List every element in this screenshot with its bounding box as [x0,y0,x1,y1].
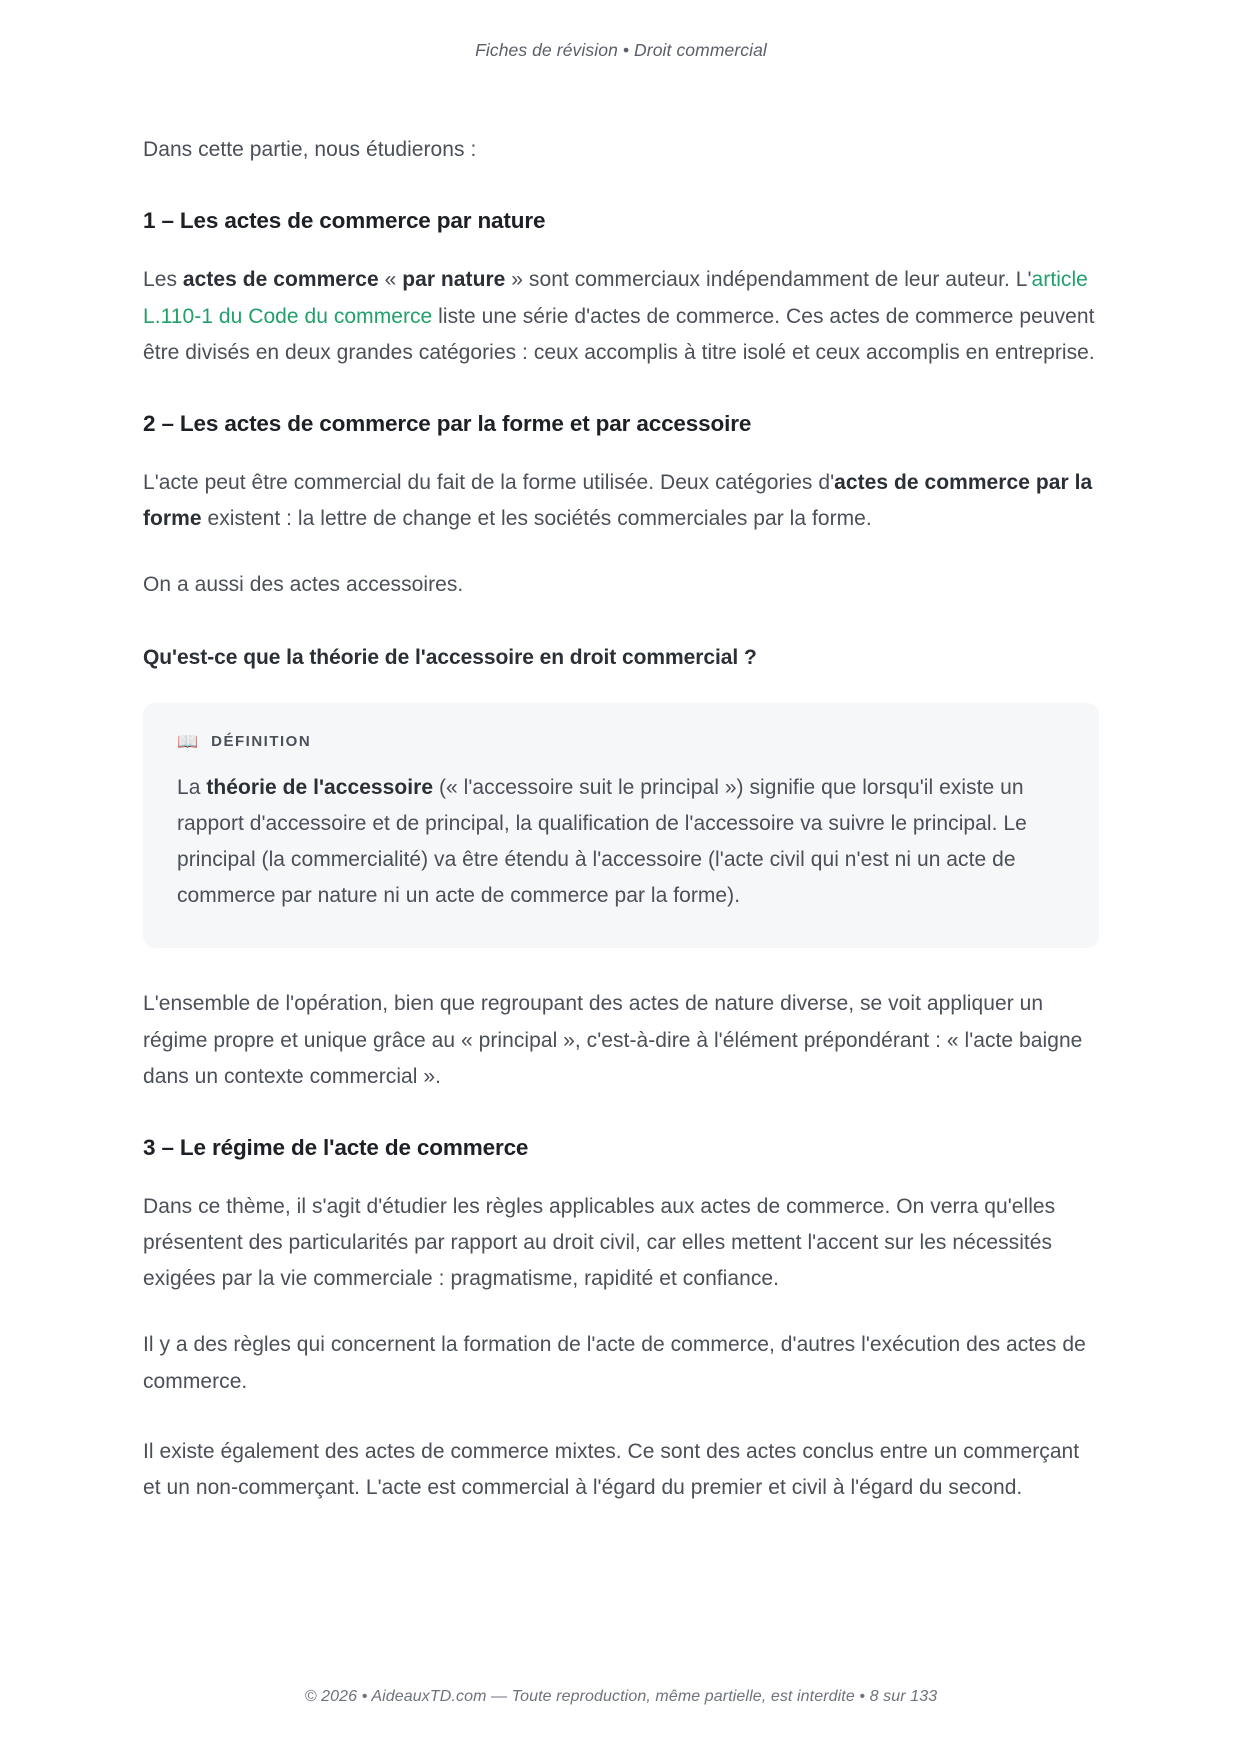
s1-bold-1: actes de commerce [182,268,379,292]
s1-text-1: Les [143,268,183,292]
page-footer: © 2026 • AideauxTD.com — Toute reproduction, même partielle, est interdite • 8 sur 133 [304,1688,938,1705]
callout-bold: théorie de l'accessoire [206,776,434,800]
intro-text: Dans cette partie, nous étudierons : [143,138,477,161]
section3-paragraph-1 [143,1189,1099,1297]
section-heading-1: 1 – Les actes de commerce par nature [143,208,546,234]
s1-text-3: » sont commerciaux indépendamment de leur auteur. L' [505,268,1032,292]
s2-text-2: existent : la lettre de change et les sociétés commerciales par la forme. [201,507,872,531]
callout-body [177,770,1065,914]
intro-paragraph [143,132,1099,168]
open-book-icon: 📖 [177,732,199,752]
s3-p3-text: Il existe également des actes de commerce mixtes. Ce sont des actes conclus entre un commerçant et un non-commerçant. L'acte est commercial à l'égard du premier et civil à l'égard du second. [143,1439,1080,1499]
after-callout-text: L'ensemble de l'opération, bien que regroupant des actes de nature diverse, se voit appliquer un régime propre et unique grâce au « principal », c'est-à-dire à l'élément prépondérant : « l'acte baigne dans un contexte commercial ». [143,992,1083,1088]
s1-text-2: « [378,268,403,292]
after-callout-paragraph [143,986,1099,1094]
callout-text-2: (« l'accessoire suit le principal ») signifie que lorsqu'il existe un rapport d'accessoire et de principal, la qualification de l'accessoire va suivre le principal. Le principal (la commercialité) va être étendu à l'accessoire (l'acte civil qui n'est ni un acte de commerce par nature ni un acte de commerce par la forme). [177,776,1027,908]
callout-label-row [177,733,1065,750]
s3-p2-text: Il y a des règles qui concernent la formation de l'acte de commerce, d'autres l'exécution des actes de commerce. [143,1333,1086,1393]
section1-paragraph [143,262,1099,370]
code-de-commerce-link[interactable]: article L.110-1 du Code du commerce [143,268,1088,328]
s3-p1-text: Dans ce thème, il s'agit d'étudier les règles applicables aux actes de commerce. On verra qu'elles présentent des particularités par rapport au droit civil, car elles mettent l'accent sur les nécessités exigées par la vie commerciale : pragmatisme, rapidité et confiance. [143,1195,1056,1291]
question-heading: Qu'est-ce que la théorie de l'accessoire en droit commercial ? [143,645,757,669]
s2-p2-text: On a aussi des actes accessoires. [143,573,464,597]
section-heading-3: 3 – Le régime de l'acte de commerce [143,1134,529,1160]
running-header: Fiches de révision • Droit commercial [475,40,767,60]
section3-paragraph-2 [143,1327,1099,1399]
section-heading-2: 2 – Les actes de commerce par la forme et par accessoire [143,410,752,436]
document-content [101,64,1141,1688]
callout-text-1: La [177,776,207,800]
section3-paragraph-3 [143,1434,1099,1506]
s1-text-4: liste une série d'actes de commerce. Ces actes de commerce peuvent être divisés en deux grandes catégories : ceux accomplis à titre isolé et ceux accomplis en entreprise. [143,304,1095,364]
s2-bold-1: actes de commerce par la forme [143,471,1093,531]
callout-label: DÉFINITION [211,733,312,751]
s1-bold-2: par nature [402,268,506,292]
definition-callout [143,703,1099,948]
s2-text-1: L'acte peut être commercial du fait de la forme utilisée. Deux catégories d' [143,471,835,495]
section2-paragraph-1 [143,465,1099,537]
section2-paragraph-2 [143,567,1099,603]
